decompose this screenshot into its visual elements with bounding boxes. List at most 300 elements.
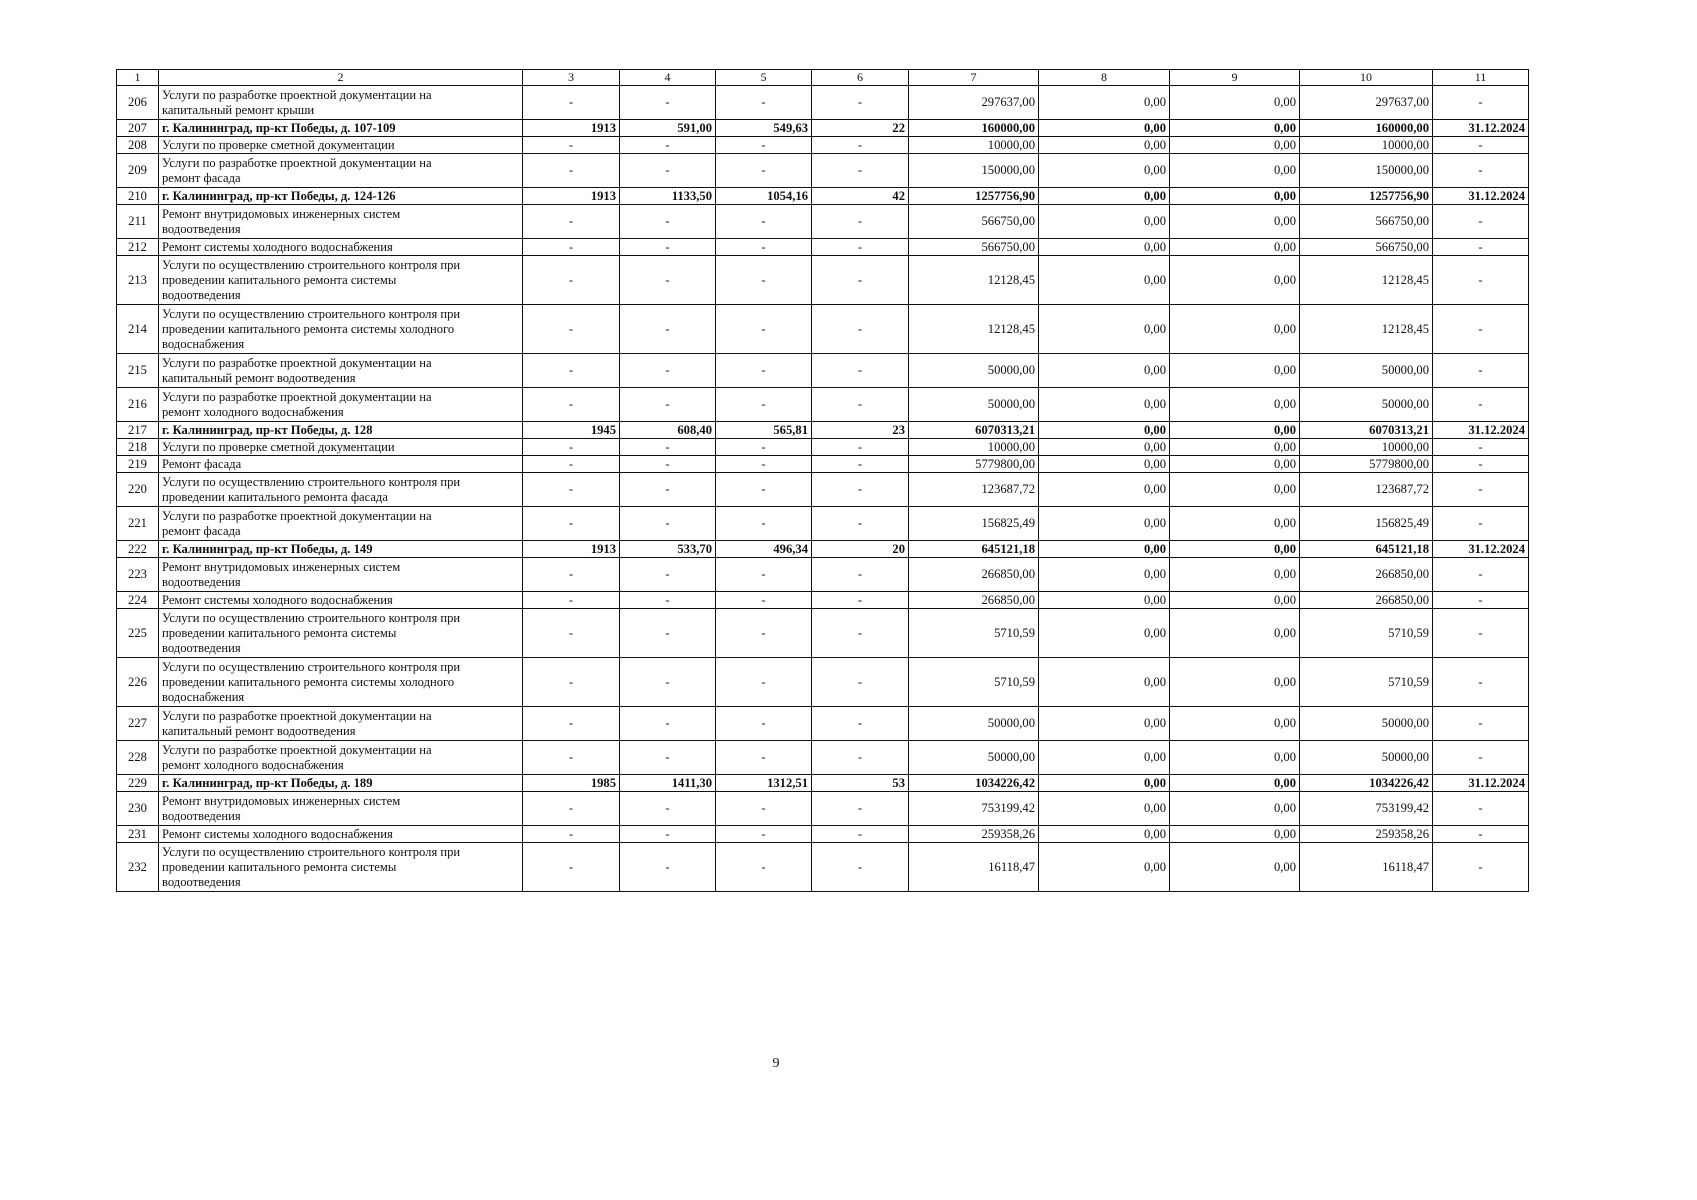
- fund-share-cell: 0,00: [1039, 239, 1170, 256]
- total-cost-cell: 753199,42: [909, 792, 1039, 826]
- owners-share-cell: 50000,00: [1300, 741, 1433, 775]
- work-name: [159, 792, 523, 826]
- work-name-line: водоотведения: [162, 874, 241, 889]
- total-cost-cell: 10000,00: [909, 439, 1039, 456]
- fund-share-cell: 0,00: [1039, 775, 1170, 792]
- residents-cell: -: [812, 473, 909, 507]
- work-name: [159, 154, 523, 188]
- table-row: [117, 388, 1529, 422]
- total-area-cell: -: [620, 86, 716, 120]
- work-name-line: Услуги по разработке проектной документации на: [162, 708, 432, 723]
- total-cost-cell: 6070313,21: [909, 422, 1039, 439]
- budget-share-cell: 0,00: [1170, 707, 1300, 741]
- work-name: [159, 558, 523, 592]
- build-year-cell: -: [523, 592, 620, 609]
- work-name-line: Услуги по осуществлению строительного контроля при: [162, 257, 461, 272]
- residential-area-cell: -: [716, 205, 812, 239]
- owners-share-cell: 50000,00: [1300, 388, 1433, 422]
- row-number: 227: [117, 707, 159, 741]
- total-area-cell: -: [620, 439, 716, 456]
- deadline-cell: -: [1433, 137, 1529, 154]
- work-name: [159, 305, 523, 354]
- total-area-cell: -: [620, 592, 716, 609]
- deadline-cell: -: [1433, 826, 1529, 843]
- owners-share-cell: 266850,00: [1300, 558, 1433, 592]
- residents-cell: -: [812, 592, 909, 609]
- work-name-line: г. Калининград, пр-кт Победы, д. 189: [162, 775, 373, 790]
- deadline-cell: -: [1433, 154, 1529, 188]
- total-area-cell: -: [620, 507, 716, 541]
- table-row: [117, 741, 1529, 775]
- fund-share-cell: 0,00: [1039, 507, 1170, 541]
- build-year-cell: -: [523, 658, 620, 707]
- work-name: [159, 256, 523, 305]
- row-number: 232: [117, 843, 159, 892]
- fund-share-cell: 0,00: [1039, 658, 1170, 707]
- total-area-cell: -: [620, 558, 716, 592]
- budget-share-cell: 0,00: [1170, 154, 1300, 188]
- total-cost-cell: 259358,26: [909, 826, 1039, 843]
- column-header: 1: [117, 70, 159, 86]
- budget-share-cell: 0,00: [1170, 609, 1300, 658]
- budget-share-cell: 0,00: [1170, 741, 1300, 775]
- total-area-cell: -: [620, 354, 716, 388]
- build-year-cell: -: [523, 86, 620, 120]
- budget-share-cell: 0,00: [1170, 120, 1300, 137]
- residential-area-cell: 1054,16: [716, 188, 812, 205]
- build-year-cell: 1913: [523, 541, 620, 558]
- residents-cell: -: [812, 154, 909, 188]
- fund-share-cell: 0,00: [1039, 843, 1170, 892]
- work-name: [159, 707, 523, 741]
- owners-share-cell: 10000,00: [1300, 137, 1433, 154]
- residential-area-cell: -: [716, 256, 812, 305]
- row-number: 218: [117, 439, 159, 456]
- residential-area-cell: -: [716, 388, 812, 422]
- work-name-line: г. Калининград, пр-кт Победы, д. 128: [162, 422, 373, 437]
- residents-cell: -: [812, 439, 909, 456]
- deadline-cell: -: [1433, 354, 1529, 388]
- column-header: 3: [523, 70, 620, 86]
- total-cost-cell: 50000,00: [909, 707, 1039, 741]
- residents-cell: -: [812, 843, 909, 892]
- table-row: [117, 558, 1529, 592]
- owners-share-cell: 566750,00: [1300, 239, 1433, 256]
- work-name-line: Услуги по разработке проектной документации на: [162, 87, 432, 102]
- deadline-cell: -: [1433, 592, 1529, 609]
- total-area-cell: -: [620, 388, 716, 422]
- row-number: 206: [117, 86, 159, 120]
- table-row: [117, 658, 1529, 707]
- residential-area-cell: 1312,51: [716, 775, 812, 792]
- deadline-cell: 31.12.2024: [1433, 188, 1529, 205]
- row-number: 221: [117, 507, 159, 541]
- total-area-cell: 608,40: [620, 422, 716, 439]
- deadline-cell: -: [1433, 256, 1529, 305]
- work-name: [159, 86, 523, 120]
- residential-area-cell: -: [716, 456, 812, 473]
- deadline-cell: 31.12.2024: [1433, 422, 1529, 439]
- total-cost-cell: 156825,49: [909, 507, 1039, 541]
- total-cost-cell: 5779800,00: [909, 456, 1039, 473]
- residential-area-cell: -: [716, 154, 812, 188]
- fund-share-cell: 0,00: [1039, 826, 1170, 843]
- build-year-cell: -: [523, 256, 620, 305]
- fund-share-cell: 0,00: [1039, 741, 1170, 775]
- total-cost-cell: 5710,59: [909, 658, 1039, 707]
- row-number: 220: [117, 473, 159, 507]
- build-year-cell: -: [523, 792, 620, 826]
- fund-share-cell: 0,00: [1039, 707, 1170, 741]
- total-cost-cell: 266850,00: [909, 558, 1039, 592]
- work-name: [159, 592, 523, 609]
- residents-cell: -: [812, 354, 909, 388]
- column-header: 7: [909, 70, 1039, 86]
- work-name-line: Услуги по разработке проектной документации на: [162, 742, 432, 757]
- fund-share-cell: 0,00: [1039, 422, 1170, 439]
- build-year-cell: -: [523, 137, 620, 154]
- total-area-cell: -: [620, 137, 716, 154]
- total-cost-cell: 266850,00: [909, 592, 1039, 609]
- residential-area-cell: -: [716, 354, 812, 388]
- budget-share-cell: 0,00: [1170, 473, 1300, 507]
- total-area-cell: -: [620, 741, 716, 775]
- residential-area-cell: 549,63: [716, 120, 812, 137]
- work-name: [159, 354, 523, 388]
- build-year-cell: 1913: [523, 188, 620, 205]
- residents-cell: 22: [812, 120, 909, 137]
- fund-share-cell: 0,00: [1039, 137, 1170, 154]
- row-number: 223: [117, 558, 159, 592]
- row-number: 213: [117, 256, 159, 305]
- build-year-cell: 1913: [523, 120, 620, 137]
- fund-share-cell: 0,00: [1039, 86, 1170, 120]
- build-year-cell: -: [523, 239, 620, 256]
- table-row: [117, 609, 1529, 658]
- residents-cell: -: [812, 456, 909, 473]
- total-area-cell: -: [620, 256, 716, 305]
- table-row: [117, 439, 1529, 456]
- residents-cell: -: [812, 388, 909, 422]
- budget-share-cell: 0,00: [1170, 354, 1300, 388]
- fund-share-cell: 0,00: [1039, 205, 1170, 239]
- residential-area-cell: -: [716, 558, 812, 592]
- total-cost-cell: 645121,18: [909, 541, 1039, 558]
- work-name-line: Ремонт внутридомовых инженерных систем: [162, 559, 401, 574]
- work-name-line: водоотведения: [162, 574, 241, 589]
- total-area-cell: -: [620, 473, 716, 507]
- deadline-cell: -: [1433, 658, 1529, 707]
- owners-share-cell: 160000,00: [1300, 120, 1433, 137]
- row-number: 209: [117, 154, 159, 188]
- fund-share-cell: 0,00: [1039, 541, 1170, 558]
- work-name-line: проведении капитального ремонта системы: [162, 625, 397, 640]
- total-cost-cell: 16118,47: [909, 843, 1039, 892]
- work-name-line: Ремонт системы холодного водоснабжения: [162, 592, 393, 607]
- table-row: [117, 205, 1529, 239]
- work-name-line: Услуги по осуществлению строительного контроля при: [162, 844, 461, 859]
- owners-share-cell: 753199,42: [1300, 792, 1433, 826]
- residents-cell: -: [812, 741, 909, 775]
- total-area-cell: -: [620, 456, 716, 473]
- owners-share-cell: 645121,18: [1300, 541, 1433, 558]
- residential-area-cell: -: [716, 741, 812, 775]
- total-cost-cell: 150000,00: [909, 154, 1039, 188]
- total-area-cell: -: [620, 707, 716, 741]
- residential-area-cell: -: [716, 792, 812, 826]
- work-name-line: Услуги по проверке сметной документации: [162, 439, 395, 454]
- work-name: [159, 826, 523, 843]
- build-year-cell: -: [523, 305, 620, 354]
- fund-share-cell: 0,00: [1039, 188, 1170, 205]
- fund-share-cell: 0,00: [1039, 439, 1170, 456]
- column-number-row: [117, 70, 1529, 86]
- budget-share-cell: 0,00: [1170, 422, 1300, 439]
- residential-area-cell: 565,81: [716, 422, 812, 439]
- budget-share-cell: 0,00: [1170, 305, 1300, 354]
- residents-cell: -: [812, 86, 909, 120]
- address-name: [159, 188, 523, 205]
- owners-share-cell: 12128,45: [1300, 305, 1433, 354]
- owners-share-cell: 12128,45: [1300, 256, 1433, 305]
- address-name: [159, 422, 523, 439]
- fund-share-cell: 0,00: [1039, 388, 1170, 422]
- total-area-cell: -: [620, 792, 716, 826]
- deadline-cell: -: [1433, 741, 1529, 775]
- residents-cell: -: [812, 826, 909, 843]
- work-name-line: Услуги по разработке проектной документации на: [162, 155, 432, 170]
- deadline-cell: -: [1433, 439, 1529, 456]
- work-name-line: ремонт фасада: [162, 523, 241, 538]
- table-row: [117, 154, 1529, 188]
- work-name-line: Услуги по осуществлению строительного контроля при: [162, 659, 461, 674]
- owners-share-cell: 10000,00: [1300, 439, 1433, 456]
- budget-share-cell: 0,00: [1170, 826, 1300, 843]
- column-header: 4: [620, 70, 716, 86]
- owners-share-cell: 156825,49: [1300, 507, 1433, 541]
- work-name-line: Услуги по осуществлению строительного контроля при: [162, 474, 461, 489]
- deadline-cell: -: [1433, 609, 1529, 658]
- residential-area-cell: -: [716, 826, 812, 843]
- work-name-line: капитальный ремонт водоотведения: [162, 723, 356, 738]
- fund-share-cell: 0,00: [1039, 473, 1170, 507]
- address-row: [117, 541, 1529, 558]
- work-name-line: Ремонт системы холодного водоснабжения: [162, 826, 393, 841]
- build-year-cell: -: [523, 843, 620, 892]
- residents-cell: -: [812, 305, 909, 354]
- build-year-cell: 1945: [523, 422, 620, 439]
- table-row: [117, 826, 1529, 843]
- table-row: [117, 456, 1529, 473]
- deadline-cell: -: [1433, 843, 1529, 892]
- deadline-cell: -: [1433, 558, 1529, 592]
- deadline-cell: -: [1433, 707, 1529, 741]
- table-row: [117, 792, 1529, 826]
- fund-share-cell: 0,00: [1039, 592, 1170, 609]
- work-name: [159, 658, 523, 707]
- total-area-cell: -: [620, 826, 716, 843]
- work-name-line: водоотведения: [162, 287, 241, 302]
- table-row: [117, 86, 1529, 120]
- fund-share-cell: 0,00: [1039, 792, 1170, 826]
- row-number: 231: [117, 826, 159, 843]
- residents-cell: 20: [812, 541, 909, 558]
- work-name-line: водоснабжения: [162, 336, 245, 351]
- address-name: [159, 775, 523, 792]
- work-name: [159, 239, 523, 256]
- residents-cell: 53: [812, 775, 909, 792]
- column-header: 5: [716, 70, 812, 86]
- total-cost-cell: 1257756,90: [909, 188, 1039, 205]
- work-name-line: ремонт фасада: [162, 170, 241, 185]
- residents-cell: -: [812, 137, 909, 154]
- build-year-cell: -: [523, 707, 620, 741]
- column-header: 11: [1433, 70, 1529, 86]
- owners-share-cell: 297637,00: [1300, 86, 1433, 120]
- residents-cell: -: [812, 609, 909, 658]
- total-cost-cell: 12128,45: [909, 305, 1039, 354]
- column-header: 9: [1170, 70, 1300, 86]
- work-name: [159, 609, 523, 658]
- row-number: 219: [117, 456, 159, 473]
- work-name: [159, 137, 523, 154]
- work-name: [159, 507, 523, 541]
- budget-share-cell: 0,00: [1170, 507, 1300, 541]
- budget-share-cell: 0,00: [1170, 558, 1300, 592]
- budget-share-cell: 0,00: [1170, 541, 1300, 558]
- row-number: 215: [117, 354, 159, 388]
- total-area-cell: 533,70: [620, 541, 716, 558]
- budget-share-cell: 0,00: [1170, 775, 1300, 792]
- budget-share-cell: 0,00: [1170, 388, 1300, 422]
- row-number: 225: [117, 609, 159, 658]
- table-row: [117, 843, 1529, 892]
- build-year-cell: 1985: [523, 775, 620, 792]
- owners-share-cell: 50000,00: [1300, 354, 1433, 388]
- total-area-cell: -: [620, 239, 716, 256]
- row-number: 211: [117, 205, 159, 239]
- owners-share-cell: 5710,59: [1300, 609, 1433, 658]
- work-name-line: г. Калининград, пр-кт Победы, д. 124-126: [162, 188, 396, 203]
- total-cost-cell: 160000,00: [909, 120, 1039, 137]
- work-name: [159, 741, 523, 775]
- row-number: 224: [117, 592, 159, 609]
- address-row: [117, 120, 1529, 137]
- work-name-line: проведении капитального ремонта системы: [162, 272, 397, 287]
- residential-area-cell: -: [716, 592, 812, 609]
- owners-share-cell: 259358,26: [1300, 826, 1433, 843]
- row-number: 212: [117, 239, 159, 256]
- work-name-line: водоотведения: [162, 640, 241, 655]
- deadline-cell: -: [1433, 473, 1529, 507]
- total-area-cell: -: [620, 658, 716, 707]
- work-name-line: Ремонт внутридомовых инженерных систем: [162, 793, 401, 808]
- total-cost-cell: 5710,59: [909, 609, 1039, 658]
- page-number: 9: [772, 1056, 780, 1071]
- owners-share-cell: 266850,00: [1300, 592, 1433, 609]
- total-cost-cell: 297637,00: [909, 86, 1039, 120]
- work-name-line: Ремонт фасада: [162, 456, 242, 471]
- address-row: [117, 775, 1529, 792]
- total-cost-cell: 566750,00: [909, 205, 1039, 239]
- work-name-line: Услуги по разработке проектной документации на: [162, 355, 432, 370]
- table-row: [117, 507, 1529, 541]
- residents-cell: -: [812, 707, 909, 741]
- deadline-cell: 31.12.2024: [1433, 120, 1529, 137]
- table-row: [117, 473, 1529, 507]
- budget-share-cell: 0,00: [1170, 188, 1300, 205]
- work-name-line: Ремонт системы холодного водоснабжения: [162, 239, 393, 254]
- budget-share-cell: 0,00: [1170, 205, 1300, 239]
- total-cost-cell: 123687,72: [909, 473, 1039, 507]
- total-area-cell: -: [620, 305, 716, 354]
- work-name-line: водоснабжения: [162, 689, 245, 704]
- budget-share-cell: 0,00: [1170, 137, 1300, 154]
- total-area-cell: -: [620, 205, 716, 239]
- address-row: [117, 188, 1529, 205]
- work-name-line: проведении капитального ремонта системы: [162, 859, 397, 874]
- row-number: 226: [117, 658, 159, 707]
- total-area-cell: -: [620, 609, 716, 658]
- column-header: 2: [159, 70, 523, 86]
- fund-share-cell: 0,00: [1039, 558, 1170, 592]
- work-name-line: г. Калининград, пр-кт Победы, д. 149: [162, 541, 373, 556]
- deadline-cell: -: [1433, 86, 1529, 120]
- table-row: [117, 707, 1529, 741]
- build-year-cell: -: [523, 354, 620, 388]
- build-year-cell: -: [523, 439, 620, 456]
- build-year-cell: -: [523, 741, 620, 775]
- deadline-cell: -: [1433, 388, 1529, 422]
- owners-share-cell: 150000,00: [1300, 154, 1433, 188]
- residential-area-cell: -: [716, 658, 812, 707]
- work-name-line: Услуги по разработке проектной документации на: [162, 508, 432, 523]
- deadline-cell: -: [1433, 239, 1529, 256]
- total-cost-cell: 10000,00: [909, 137, 1039, 154]
- column-header: 6: [812, 70, 909, 86]
- row-number: 207: [117, 120, 159, 137]
- budget-share-cell: 0,00: [1170, 86, 1300, 120]
- owners-share-cell: 16118,47: [1300, 843, 1433, 892]
- fund-share-cell: 0,00: [1039, 609, 1170, 658]
- build-year-cell: -: [523, 609, 620, 658]
- work-name: [159, 205, 523, 239]
- residents-cell: -: [812, 256, 909, 305]
- budget-share-cell: 0,00: [1170, 843, 1300, 892]
- total-cost-cell: 50000,00: [909, 388, 1039, 422]
- build-year-cell: -: [523, 507, 620, 541]
- build-year-cell: -: [523, 154, 620, 188]
- residential-area-cell: 496,34: [716, 541, 812, 558]
- row-number: 228: [117, 741, 159, 775]
- fund-share-cell: 0,00: [1039, 256, 1170, 305]
- owners-share-cell: 50000,00: [1300, 707, 1433, 741]
- total-area-cell: -: [620, 843, 716, 892]
- owners-share-cell: 1034226,42: [1300, 775, 1433, 792]
- deadline-cell: 31.12.2024: [1433, 775, 1529, 792]
- table-row: [117, 305, 1529, 354]
- budget-share-cell: 0,00: [1170, 456, 1300, 473]
- fund-share-cell: 0,00: [1039, 120, 1170, 137]
- total-cost-cell: 1034226,42: [909, 775, 1039, 792]
- work-name-line: Услуги по разработке проектной документации на: [162, 389, 432, 404]
- work-name-line: водоотведения: [162, 808, 241, 823]
- fund-share-cell: 0,00: [1039, 354, 1170, 388]
- build-year-cell: -: [523, 473, 620, 507]
- total-cost-cell: 50000,00: [909, 354, 1039, 388]
- budget-share-cell: 0,00: [1170, 792, 1300, 826]
- budget-share-cell: 0,00: [1170, 239, 1300, 256]
